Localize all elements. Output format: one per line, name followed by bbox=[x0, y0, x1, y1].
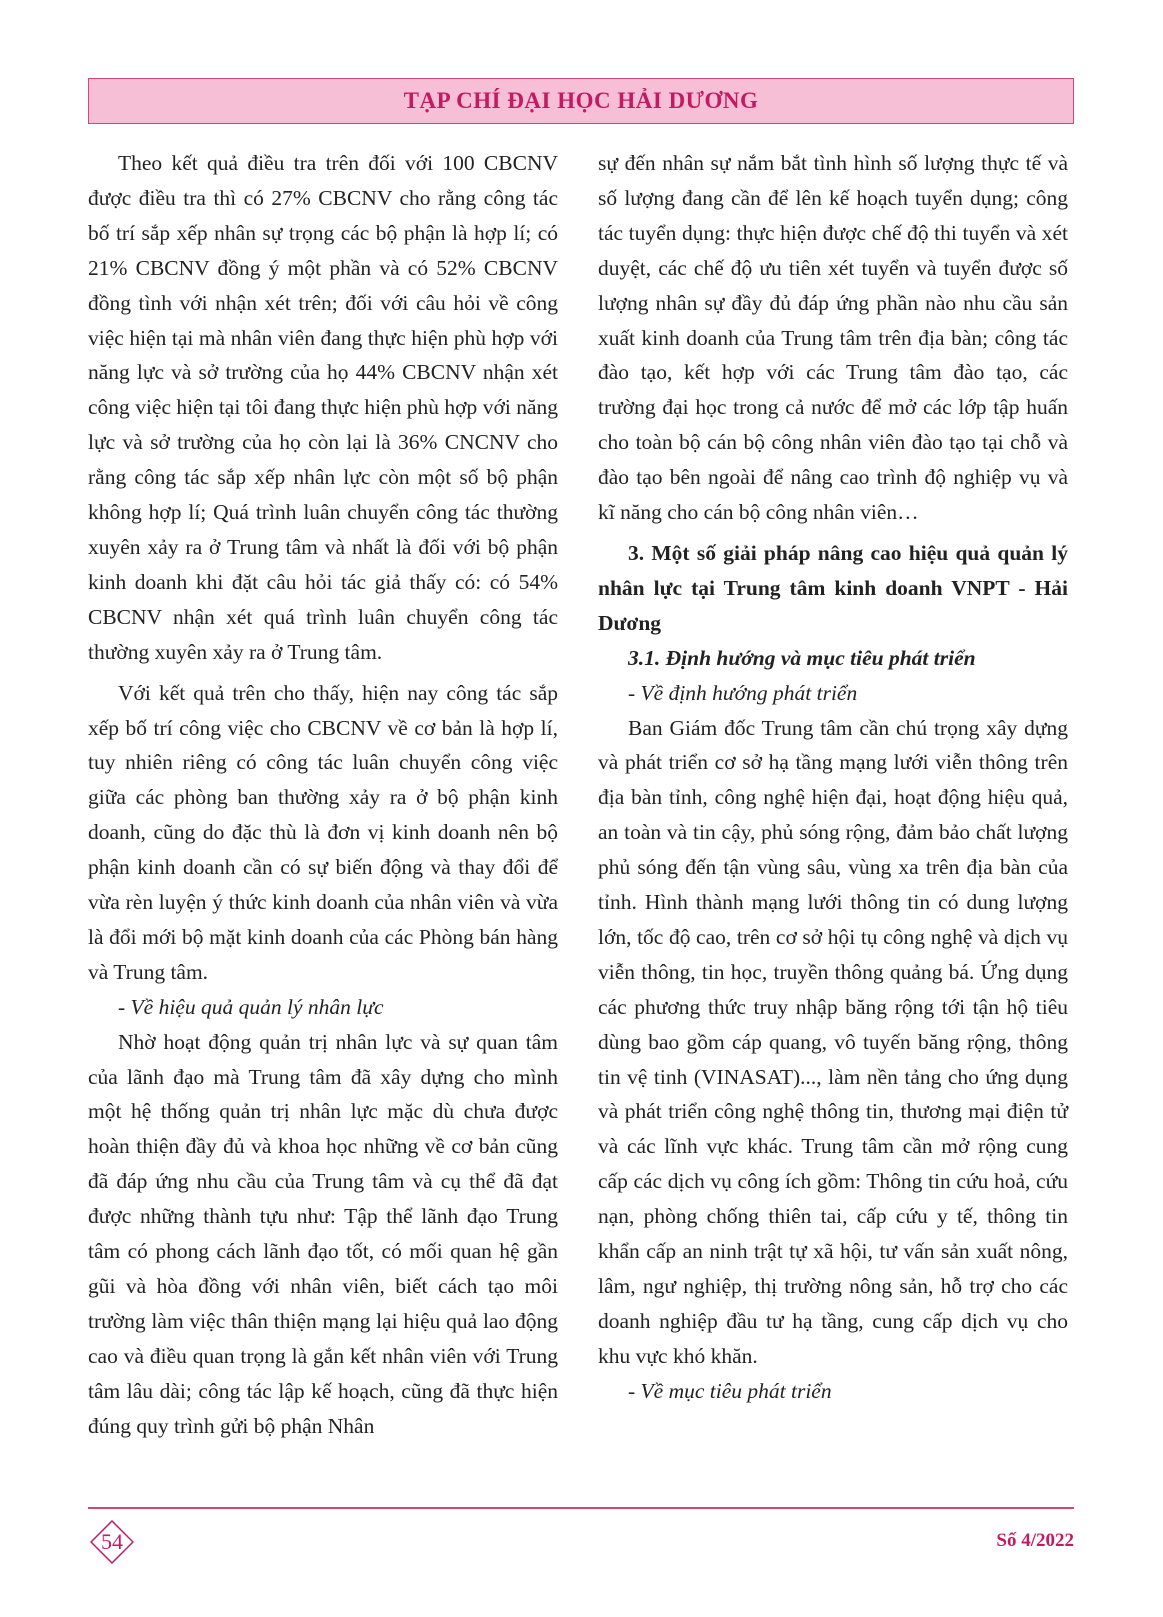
left-subheading: - Về hiệu quả quản lý nhân lực bbox=[118, 994, 384, 1019]
right-subheading-2: - Về mục tiêu phát triển bbox=[628, 1378, 832, 1403]
right-column bbox=[598, 146, 1068, 1409]
section-heading: 3. Một số giải pháp nâng cao hiệu quả quản lý nhân lực tại Trung tâm kinh doanh VNPT - Hải Dương bbox=[598, 540, 1068, 635]
right-paragraph-1: sự đến nhân sự nắm bắt tình hình số lượng thực tế và số lượng đang cần để lên kế hoạch tuyển dụng; công tác tuyển dụng: thực hiện được chế độ thi tuyển và xét duyệt, các chế độ ưu tiên xét tuyển và tuyển được số lượng nhân sự đầy đủ đáp ứng phần nào nhu cầu sản xuất kinh doanh của Trung tâm trên địa bàn; công tác đào tạo, kết hợp với các Trung tâm đào tạo, các trường đại học trong cả nước để mở các lớp tập huấn cho toàn bộ cán bộ công nhân viên đào tạo tại chỗ và đào tạo bên ngoài để nâng cao trình độ nghiệp vụ và kĩ năng cho cán bộ công nhân viên… bbox=[598, 151, 1068, 525]
left-paragraph-1: Theo kết quả điều tra trên đối với 100 CBCNV được điều tra thì có 27% CBCNV cho rằng công tác bố trí sắp xếp nhân sự trọng các bộ phận là hợp lí; có 21% CBCNV đồng ý một phần và có 52% CBCNV đồng tình với nhận xét trên; đối với câu hỏi về công việc hiện tại mà nhân viên đang thực hiện phù hợp với năng lực và sở trường của họ 44% CBCNV nhận xét công việc hiện tại tôi đang thực hiện phù hợp với năng lực và sở trường của họ còn lại là 36% CNCNV cho rằng công tác sắp xếp nhân lực còn một số bộ phận không hợp lí; Quá trình luân chuyển công tác thường xuyên xảy ra ở Trung tâm và nhất là đối với bộ phận kinh doanh khi đặt câu hỏi tác giả thấy có: có 54% CBCNV nhận xét quá trình luân chuyển công tác thường xuyên xảy ra ở Trung tâm. bbox=[88, 151, 558, 664]
section-subheading: 3.1. Định hướng và mục tiêu phát triển bbox=[628, 645, 976, 670]
left-column bbox=[88, 146, 558, 1444]
right-subheading-1: - Về định hướng phát triển bbox=[628, 680, 858, 705]
left-paragraph-2: Với kết quả trên cho thấy, hiện nay công tác sắp xếp bố trí công việc cho CBCNV về cơ bản là hợp lí, tuy nhiên riêng có công tác luân chuyển công việc giữa các phòng ban thường xảy ra ở bộ phận kinh doanh, cũng do đặc thù là đơn vị kinh doanh nên bộ phận kinh doanh cần có sự biến động và thay đổi để vừa rèn luyện ý thức kinh doanh của nhân viên và vừa là đổi mới bộ mặt kinh doanh của các Phòng bán hàng và Trung tâm. bbox=[88, 680, 558, 984]
journal-header-band bbox=[88, 78, 1074, 124]
issue-number: Số 4/2022 bbox=[996, 1530, 1074, 1551]
right-paragraph-2: Ban Giám đốc Trung tâm cần chú trọng xây dựng và phát triển cơ sở hạ tầng mạng lưới viễn thông trên địa bàn tỉnh, công nghệ hiện đại, hoạt động hiệu quả, an toàn và tin cậy, phủ sóng rộng, đảm bảo chất lượng phủ sóng đến tận vùng sâu, vùng xa trên địa bàn của tỉnh. Hình thành mạng lưới thông tin có dung lượng lớn, tốc độ cao, trên cơ sở hội tụ công nghệ và dịch vụ viễn thông, tin học, truyền thông quảng bá. Ứng dụng các phương thức truy nhập băng rộng tới tận hộ tiêu dùng bao gồm cáp quang, vô tuyến băng rộng, thông tin vệ tinh (VINASAT)..., làm nền tảng cho ứng dụng và phát triển công nghệ thông tin, thương mại điện tử và các lĩnh vực khác. Trung tâm cần mở rộng cung cấp các dịch vụ công ích gồm: Thông tin cứu hoả, cứu nạn, phòng chống thiên tai, cấp cứu y tế, thông tin khẩn cấp an ninh trật tự xã hội, tư vấn sản xuất nông, lâm, ngư nghiệp, thị trường nông sản, hỗ trợ cho các doanh nghiệp đầu tư hạ tầng, cung cấp dịch vụ cho khu vực khó khăn. bbox=[598, 715, 1068, 1368]
journal-title: TẠP CHÍ ĐẠI HỌC HẢI DƯƠNG bbox=[403, 88, 759, 113]
left-paragraph-3: Nhờ hoạt động quản trị nhân lực và sự quan tâm của lãnh đạo mà Trung tâm đã xây dựng cho mình một hệ thống quản trị nhân lực mặc dù chưa được hoàn thiện đầy đủ và khoa học những về cơ bản cũng đã đáp ứng nhu cầu của Trung tâm và cụ thể đã đạt được những thành tựu như: Tập thể lãnh đạo Trung tâm có phong cách lãnh đạo tốt, có mối quan hệ gần gũi và hòa đồng với nhân viên, biết cách tạo môi trường làm việc thân thiện mạng lại hiệu quả lao động cao và điều quan trọng là gắn kết nhân viên với Trung tâm lâu dài; công tác lập kế hoạch, cũng đã thực hiện đúng quy trình gửi bộ phận Nhân bbox=[88, 1029, 558, 1438]
page-number-badge bbox=[90, 1520, 134, 1564]
page-number: 54 bbox=[101, 1529, 123, 1554]
footer-rule bbox=[88, 1507, 1074, 1509]
